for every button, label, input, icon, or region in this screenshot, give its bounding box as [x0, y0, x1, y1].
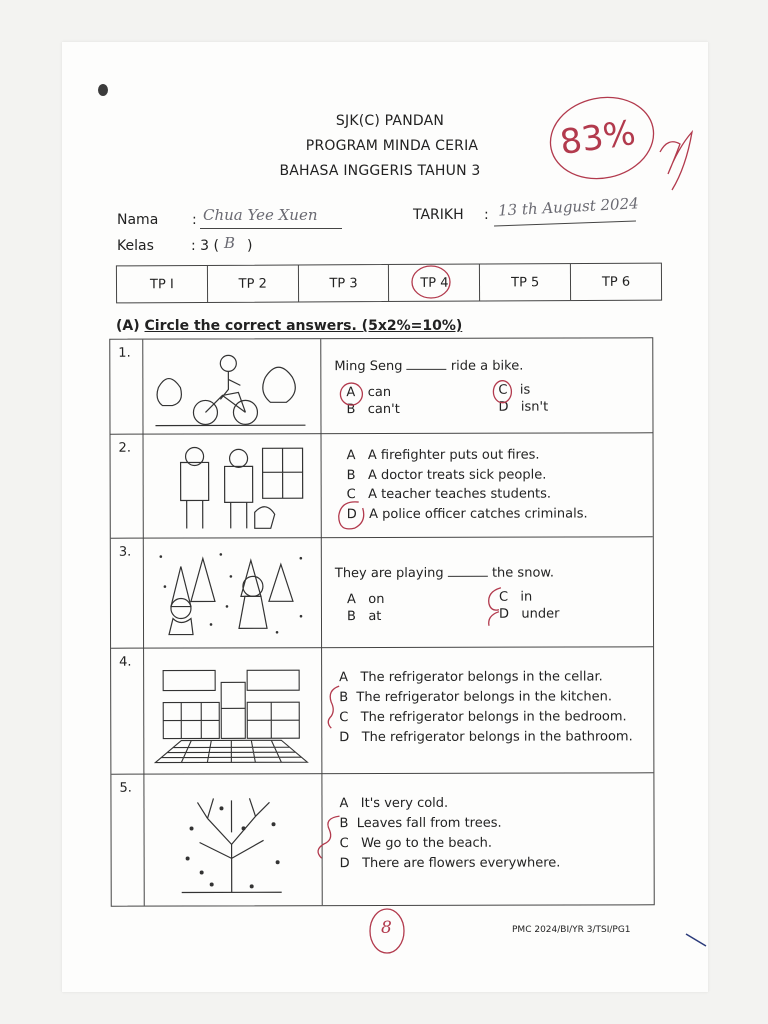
question-stem: Ming Seng ride a bike. [334, 358, 524, 375]
option-c: C in [498, 589, 533, 605]
kitchen-image [151, 662, 311, 766]
pen-stroke [684, 930, 710, 950]
question-row-1 [110, 338, 652, 433]
boy-riding-bike-image [150, 347, 310, 431]
answer-circle [317, 682, 351, 732]
name-value: Chua Yee Xuen [203, 206, 318, 224]
question-number: 3. [118, 544, 132, 560]
name-label: Nama [117, 212, 159, 228]
option-b: B at [346, 609, 382, 625]
tp4-circle [408, 262, 454, 302]
tp-cell: TP 4 [389, 265, 480, 301]
option-b: B Leaves fall from trees. [339, 815, 502, 832]
question-row-4 [111, 646, 653, 774]
mark-value: 8 [381, 918, 392, 938]
option-d: D under [498, 606, 560, 622]
answer-circle [336, 379, 366, 409]
date-value: 13 th August 2024 [497, 194, 640, 220]
option-b: B The refrigerator belongs in the kitchen. [339, 689, 613, 706]
ink-blot [98, 84, 108, 96]
tp-cell: TP 5 [480, 264, 571, 300]
tp-level-table [116, 263, 662, 304]
option-d: D There are flowers everywhere. [339, 855, 561, 872]
question-row-5 [111, 772, 653, 906]
footer-code: PMC 2024/BI/YR 3/TSI/PG1 [512, 925, 631, 935]
option-d: D The refrigerator belongs in the bathroom. [339, 729, 633, 746]
answer-circle [488, 377, 518, 407]
question-number: 1. [118, 345, 131, 361]
option-a: A on [346, 591, 385, 608]
name-line [200, 228, 342, 229]
option-c: C The refrigerator belongs in the bedroom. [339, 709, 627, 726]
questions-table [109, 337, 654, 906]
class-label: Kelas [117, 238, 154, 254]
subject-name: BAHASA INGGERIS TAHUN 3 [279, 163, 481, 179]
option-d: D isn't [498, 399, 549, 415]
class-suffix: ) [247, 238, 253, 254]
answer-blank [448, 576, 488, 577]
school-name: SJK(C) PANDAN [335, 113, 445, 129]
tp-cell: TP I [117, 266, 208, 302]
option-a: A can [346, 384, 392, 401]
score-value: 83% [557, 112, 638, 164]
tp-cell: TP 6 [601, 274, 631, 290]
option-c: C We go to the beach. [339, 835, 493, 852]
option-a: A The refrigerator belongs in the cellar. [339, 669, 603, 686]
answer-circle [481, 584, 511, 632]
tp-cell: TP 2 [208, 265, 299, 301]
section-prefix: (A) [116, 318, 140, 334]
question-number: 5. [119, 780, 132, 796]
date-colon: : [484, 207, 489, 223]
option-b: B A doctor treats sick people. [346, 467, 547, 484]
option-d: D A police officer catches criminals. [346, 506, 588, 523]
class-value: B [224, 234, 236, 252]
option-c: C is [498, 382, 531, 398]
name-colon: : [192, 212, 197, 228]
section-instruction: Circle the correct answers. (5x2%=10%) [144, 318, 463, 334]
question-stem: They are playing the snow. [334, 565, 554, 582]
answer-circle [333, 496, 373, 536]
tp-cell: TP 3 [299, 265, 390, 301]
question-row-2 [111, 432, 653, 538]
community-helpers-image [151, 442, 311, 532]
option-b: B can't [346, 401, 400, 418]
class-prefix: : 3 ( [191, 238, 219, 254]
question-number: 2. [118, 440, 131, 456]
program-name: PROGRAM MINDA CERIA [305, 138, 479, 154]
option-c: C A teacher teaches students. [346, 486, 552, 503]
children-in-snow-image [151, 546, 311, 640]
option-a: A A firefighter puts out fires. [346, 447, 540, 464]
option-a: A It's very cold. [339, 795, 449, 812]
answer-circle [309, 810, 353, 864]
question-row-3 [111, 536, 653, 648]
question-number: 4. [119, 654, 132, 670]
date-label: TARIKH [413, 207, 464, 223]
autumn-tree-image [151, 788, 311, 896]
section-a-title [116, 318, 462, 334]
answer-blank [407, 369, 447, 370]
